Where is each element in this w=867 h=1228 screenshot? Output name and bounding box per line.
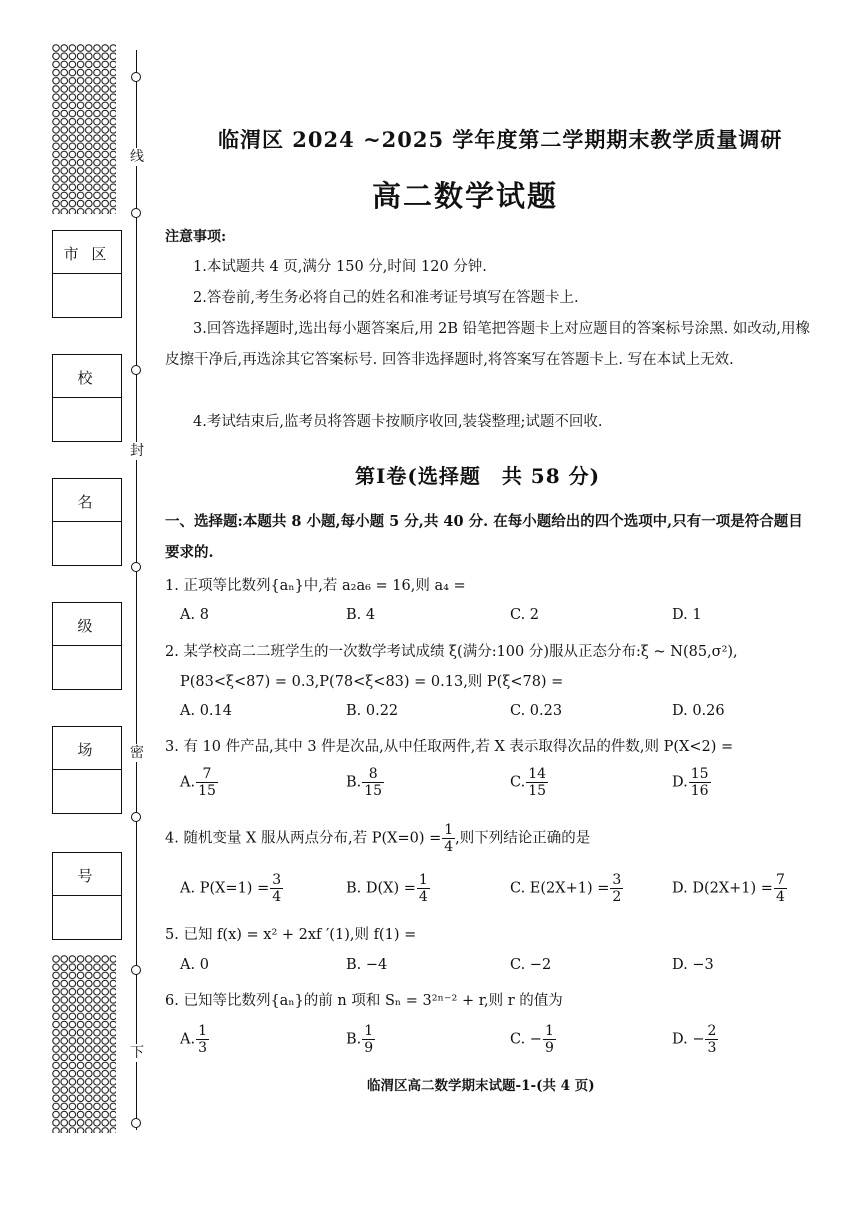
- question-1-stem: 1. 正项等比数列{aₙ}中,若 a₂a₆ = 16,则 a₄ =: [165, 578, 466, 594]
- question-2-stem-line2: P(83<ξ<87) = 0.3,P(78<ξ<83) = 0.13,则 P(ξ<78) =: [180, 674, 564, 690]
- q6-option-c: [510, 1023, 556, 1056]
- option-letter: D.: [672, 774, 688, 791]
- question-5-stem: 5. 已知 f(x) = x² + 2xf ′(1),则 f(1) =: [165, 927, 417, 943]
- fraction: [362, 1023, 375, 1056]
- denominator: 3: [707, 1040, 717, 1056]
- cut-word-xian: 线: [126, 148, 148, 166]
- binding-ring: [131, 72, 141, 82]
- option-text: A. P(X=1) =: [180, 880, 270, 897]
- q4-option-d: [672, 872, 787, 905]
- numerator: 3: [612, 872, 622, 888]
- q2-option-a: A. 0.14: [180, 703, 232, 719]
- option-letter: A.: [180, 1031, 196, 1048]
- field-label: 市 区: [63, 245, 111, 263]
- numerator: 2: [707, 1023, 717, 1039]
- field-seat-number[interactable]: [52, 852, 122, 940]
- q6-option-a: [180, 1023, 209, 1056]
- numerator: 1: [444, 822, 454, 838]
- fraction: [689, 766, 711, 799]
- q2-option-b: B. 0.22: [346, 703, 399, 719]
- page-footer: 临渭区高二数学期末试题-1-(共 4 页): [367, 1078, 595, 1094]
- field-divider: [53, 397, 121, 398]
- field-school[interactable]: [52, 354, 122, 442]
- option-letter: C. −: [510, 1031, 542, 1048]
- q2-option-c: C. 0.23: [510, 703, 563, 719]
- q1-option-c: C. 2: [510, 607, 540, 623]
- denominator: 4: [775, 889, 785, 905]
- exam-title: 临渭区 2024 ~2025 学年度第二学期期末教学质量调研: [218, 127, 783, 152]
- binding-ring: [131, 208, 141, 218]
- numerator: 1: [198, 1023, 208, 1039]
- fraction: [196, 766, 218, 799]
- option-text: B. D(X) =: [346, 880, 416, 897]
- field-divider: [53, 645, 121, 646]
- field-divider: [53, 895, 121, 896]
- q1-option-b: B. 4: [346, 607, 376, 623]
- q5-option-b: B. −4: [346, 957, 388, 973]
- field-class[interactable]: [52, 602, 122, 690]
- binding-dot-pattern-top: [52, 44, 116, 214]
- fraction: [526, 766, 548, 799]
- question-6-stem: 6. 已知等比数列{aₙ}的前 n 项和 Sₙ = 3²ⁿ⁻² + r,则 r 的值为: [165, 993, 563, 1009]
- numerator: 8: [362, 766, 384, 783]
- question-3-stem: 3. 有 10 件产品,其中 3 件是次品,从中任取两件,若 X 表示取得次品的件数,则 P(X<2) =: [165, 739, 734, 755]
- numerator: 1: [364, 1023, 374, 1039]
- denominator: 16: [690, 783, 709, 799]
- binding-ring: [131, 812, 141, 822]
- note-item: 4.考试结束后,监考员将答题卡按顺序收回,装袋整理;试题不回收.: [193, 414, 603, 430]
- fraction: [417, 872, 430, 905]
- q1-option-a: A. 8: [180, 607, 209, 623]
- field-label: 名: [77, 493, 97, 511]
- note-item: 2.答卷前,考生务必将自己的姓名和准考证号填写在答题卡上.: [193, 290, 579, 306]
- field-district[interactable]: [52, 230, 122, 318]
- fraction: [610, 872, 623, 905]
- binding-ring: [131, 365, 141, 375]
- note-item: 3.回答选择题时,选出每小题答案后,用 2B 铅笔把答题卡上对应题目的答案标号涂黑. 如改动,用橡皮擦干净后,再选涂其它答案标号. 回答非选择题时,将答案写在答题卡上. 写在本试上无效.: [165, 321, 810, 368]
- field-divider: [53, 769, 121, 770]
- binding-ring: [131, 1118, 141, 1128]
- denominator: 4: [444, 839, 454, 855]
- binding-ring: [131, 965, 141, 975]
- question-4-stem: [165, 822, 825, 855]
- option-text: C. E(2X+1) =: [510, 880, 610, 897]
- field-divider: [53, 273, 121, 274]
- field-exam-room[interactable]: [52, 726, 122, 814]
- denominator: 15: [198, 783, 216, 799]
- q5-option-c: C. −2: [510, 957, 552, 973]
- option-text: D. D(2X+1) =: [672, 880, 773, 897]
- field-label: 级: [77, 617, 97, 635]
- fraction: [774, 872, 787, 905]
- q5-option-a: A. 0: [180, 957, 209, 973]
- stem-text: ,则下列结论正确的是: [455, 830, 591, 847]
- numerator: 7: [775, 872, 785, 888]
- q4-option-b: [346, 872, 430, 905]
- q3-option-b: [346, 766, 384, 799]
- fraction: [362, 766, 384, 799]
- fraction: [442, 822, 455, 855]
- denominator: 9: [544, 1040, 554, 1056]
- option-letter: C.: [510, 774, 526, 791]
- subject-title: 高二数学试题: [372, 179, 559, 213]
- denominator: 4: [272, 889, 282, 905]
- denominator: 15: [528, 783, 547, 799]
- field-name[interactable]: [52, 478, 122, 566]
- fraction: [270, 872, 283, 905]
- q3-option-d: [672, 766, 711, 799]
- q1-option-d: D. 1: [672, 607, 702, 623]
- field-label: 校: [77, 369, 97, 387]
- numerator: 15: [690, 766, 709, 782]
- denominator: 3: [198, 1040, 208, 1056]
- q6-option-b: [346, 1023, 375, 1056]
- denominator: 2: [612, 889, 622, 905]
- stem-text: 4. 随机变量 X 服从两点分布,若 P(X=0) =: [165, 830, 442, 847]
- part-heading: 第Ⅰ卷(选择题 共 58 分): [355, 464, 601, 488]
- q4-option-c: [510, 872, 623, 905]
- note-item: 1.本试题共 4 页,满分 150 分,时间 120 分钟.: [193, 259, 487, 275]
- fraction: [196, 1023, 209, 1056]
- field-label: 场: [77, 741, 97, 759]
- option-letter: A.: [180, 774, 196, 791]
- denominator: 15: [364, 783, 383, 799]
- cut-word-feng: 封: [126, 442, 148, 460]
- option-letter: D. −: [672, 1031, 705, 1048]
- q2-option-d: D. 0.26: [672, 703, 725, 719]
- q3-option-c: [510, 766, 548, 799]
- cut-word-xia: 下: [126, 1044, 148, 1062]
- cut-word-mi: 密: [126, 744, 148, 762]
- numerator: 7: [196, 766, 218, 783]
- q4-option-a: [180, 872, 283, 905]
- denominator: 4: [418, 889, 428, 905]
- numerator: 1: [418, 872, 428, 888]
- section-heading: 一、选择题:本题共 8 小题,每小题 5 分,共 40 分. 在每小题给出的四个选项中,只有一项是符合题目要求的.: [165, 513, 803, 561]
- binding-dot-pattern-bottom: [52, 955, 116, 1133]
- binding-ring: [131, 562, 141, 572]
- field-label: 号: [77, 867, 97, 885]
- option-letter: B.: [346, 1031, 362, 1048]
- question-2-stem: 2. 某学校高二二班学生的一次数学考试成绩 ξ(满分:100 分)服从正态分布:ξ ~ N(85,σ²),: [165, 644, 738, 660]
- option-letter: B.: [346, 774, 362, 791]
- q5-option-d: D. −3: [672, 957, 714, 973]
- denominator: 9: [364, 1040, 374, 1056]
- fraction: [705, 1023, 718, 1056]
- numerator: 3: [272, 872, 282, 888]
- notes-heading: 注意事项:: [165, 229, 227, 245]
- fraction: [543, 1023, 556, 1056]
- numerator: 14: [528, 766, 547, 782]
- q3-option-a: [180, 766, 218, 799]
- field-divider: [53, 521, 121, 522]
- numerator: 1: [544, 1023, 554, 1039]
- q6-option-d: [672, 1023, 718, 1056]
